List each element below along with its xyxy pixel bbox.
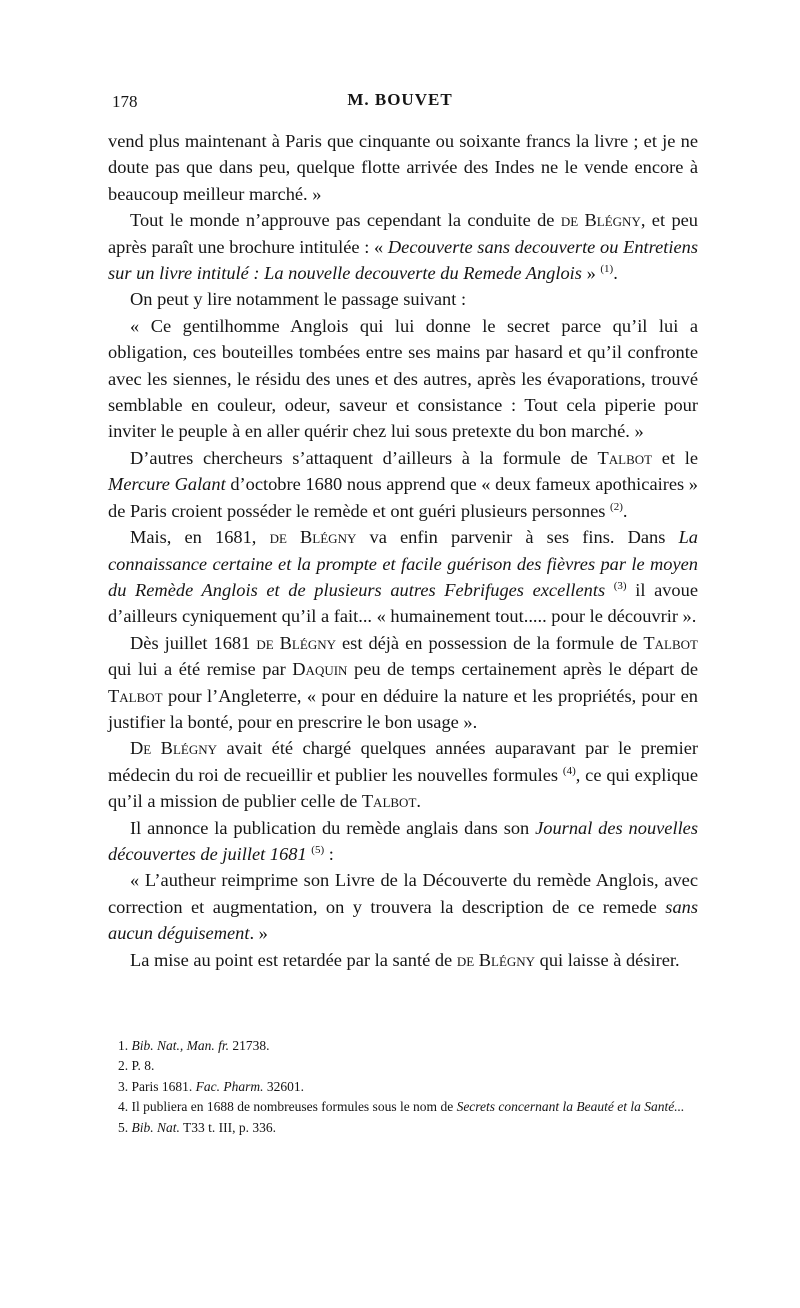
body-text [108, 128, 698, 973]
running-head: M. BOUVET [347, 90, 453, 109]
paragraph: Mais, en 1681, de Blégny va enfin parvenir à ses fins. Dans La connaissance certaine et la prompte et facile guérison des fièvres par le moyen du Remède Anglois et de plusieurs autres Febrifuges excellents $^{(3)}$ il avoue d’ailleurs cyniquement qu’il a fait... « humainement tout..... pour le découvrir ». [108, 527, 698, 627]
author-name: de Blégny [560, 210, 641, 231]
paragraph: vend plus maintenant à Paris que cinquante ou soixante francs la livre ; et je ne doute pas que dans peu, quelque flotte arrivée des Indes ne le vende encore à beaucoup meilleur marché. » [108, 131, 698, 204]
paragraph: Dès juillet 1681 de Blégny est déjà en possession de la formule de Talbot qui lui a été remise par Daquin peu de temps certainement après le départ de Talbot pour l’Angleterre, « pour en déduire la nature et les propriétés, pour en justifier la bonté, pour en prescrire le bon usage ». [108, 632, 698, 732]
paragraph: Il annonce la publication du remède anglais dans son Journal des nouvelles découvertes de juillet 1681 $^{(5)}$ : [108, 817, 699, 864]
paragraph: Tout le monde n’approuve pas cependant la conduite de de Blégny, et peu après paraît une brochure intitulée : « Decouverte sans decouverte ou Entretiens sur un livre intitulé : La nouvelle decouverte du Remede Anglois » $^{(1)}$. [108, 210, 698, 284]
footnote: 5. Bib. Nat. T33 t. III, p. 336. [118, 1119, 277, 1135]
footnotes [108, 1036, 708, 1138]
paragraph: On peut y lire notamment le passage suivant : [130, 289, 467, 310]
page-number: 178 [112, 92, 138, 111]
footnote-ref: (2) [610, 500, 623, 513]
footnote: 2. P. 8. [118, 1058, 155, 1074]
footnote: 3. Paris 1681. Fac. Pharm. 32601. [118, 1078, 304, 1094]
footnote: 4. Il publiera en 1688 de nombreuses formules sous le nom de Secrets concernant la Beauté et la Santé... [118, 1099, 685, 1115]
quote-paragraph: « L’autheur reimprime son Livre de la Découverte du remède Anglois, avec correction et augmentation, on y trouvera la description de ce remede sans aucun déguisement. » [108, 870, 698, 944]
paragraph: La mise au point est retardée par la santé de de Blégny qui laisse à désirer. [130, 949, 680, 970]
paragraph: D’autres chercheurs s’attaquent d’ailleurs à la formule de Talbot et le Mercure Galant d’octobre 1680 nous apprend que « deux fameux apothicaires » de Paris croient posséder le remède et ont guéri plusieurs personnes $^{(2)}$. [108, 447, 698, 521]
quote-paragraph: « Ce gentilhomme Anglois qui lui donne le secret parce qu’il lui a obligation, ces bouteilles tombées entre ses mains par hasard et qu’il confronte avec les siennes, le résidu des unes et des autres, après les évaporations, trouvé semblable en couleur, odeur, saveur et consistance : Tout cela piperie pour inviter le peuple à en aller quérir chez lui sous pretexte du bon marché. » [108, 315, 698, 442]
book-title: Decouverte sans decouverte ou Entretiens sur un livre intitulé : La nouvelle decouverte du Remede Anglois [108, 236, 698, 284]
footnote-ref: (4) [562, 764, 576, 777]
footnote: 1. Bib. Nat., Man. fr. 21738. [118, 1038, 270, 1053]
footnote-ref: (5) [311, 843, 325, 856]
footnote-ref: (3) [613, 579, 627, 592]
paragraph: De Blégny avait été chargé quelques années auparavant par le premier médecin du roi de recueillir et publier les nouvelles formules $^{(4)}$, ce qui explique qu’il a mission de publier celle de Talbot. [108, 738, 699, 812]
footnote-ref: (1) [600, 262, 614, 275]
